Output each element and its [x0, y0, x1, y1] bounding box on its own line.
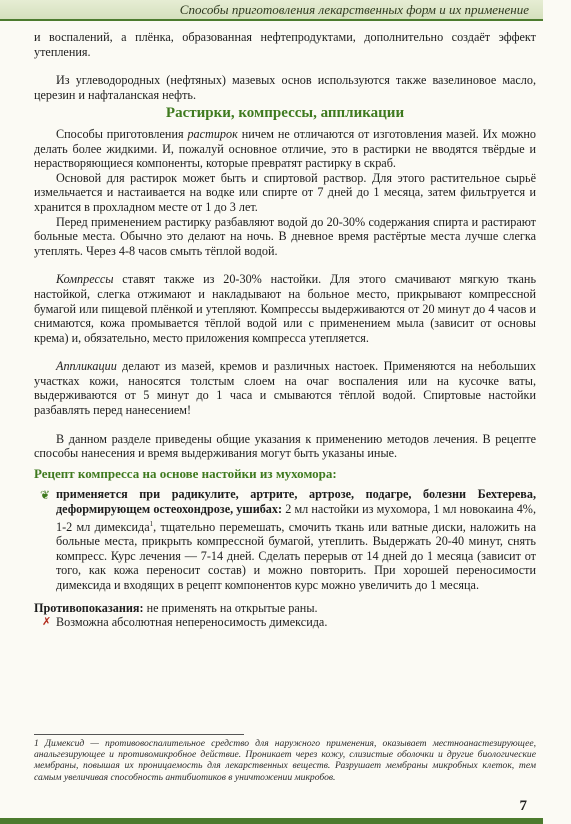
header-title: Способы приготовления лекарственных форм и их применение	[179, 2, 529, 17]
term-rastirki: растирок	[187, 126, 238, 141]
bottom-rule	[0, 818, 543, 824]
term-kompressy: Компрессы	[56, 272, 114, 287]
contraindications-label: Противопоказания:	[34, 600, 144, 615]
section-paragraph-6: В данном разделе приведены общие указания к применению методов лечения. В рецепте способы нанесения и время выдерживания могут быть указаны иные.	[34, 431, 536, 461]
contraindication-text: Возможна абсолютная непереносимость димексида.	[56, 615, 328, 630]
footnote: 1 Димексид — противовоспалительное средство для наружного применения, оказывает местноанастезирующее, анальгезирующее и противомикробное действие. Проникает через кожу, слизистые оболочки и другие биологические мембраны, повышая их проницаемость для лекарственных веществ. Разрушает мембраны микробных клеток, тем самым увеличивая способность антибиотиков в уничтожении микробов.	[34, 738, 536, 783]
contraindications-line: Противопоказания: не применять на открытые раны.	[34, 600, 318, 615]
running-header	[0, 0, 571, 22]
intro-paragraph-2: Из углеводородных (нефтяных) мазевых основ используются также вазелиновое масло, церезин и нафталанская нефть.	[34, 73, 536, 102]
footnote-divider	[34, 734, 244, 735]
cross-mark-icon: ✗	[42, 616, 52, 629]
page-content	[34, 30, 536, 630]
recipe-indications: применяется при радикулите, артрите, артрозе, подагре, болезни Бехтерева, деформирующем остеохондрозе, ушибах:	[56, 487, 536, 517]
section-paragraph-1: Способы приготовления растирок ничем не отличаются от изготовления мазей. Их можно делать более жидкими. И, пожалуй основное отличие, это в растирки не вводятся твёрдые и нерастворяющиеся компоненты, которые превратят растирку в скраб.	[34, 126, 536, 171]
intro-paragraph-1: и воспалений, а плёнка, образованная нефтепродуктами, дополнительно создаёт эффект утепления.	[34, 30, 536, 59]
contraindications	[34, 601, 536, 630]
term-applikatsii: Аппликации	[56, 359, 117, 374]
contraindication-item	[34, 615, 536, 630]
recipe-text: применяется при радикулите, артрите, артрозе, подагре, болезни Бехтерева, деформирующем остеохондрозе, ушибах: 2 мл настойки из мухомора, 1 мл новокаина 4%, 1-2 мл димексида$^1$, тщательно перемешать, смочить ткань или ватные диски, наложить на больные места, прикрыть компрессной бумагой, утеплить. Выдержать 20-40 минут, снять компресс. Курс лечения — 7-14 дней. Сделать перерыв от 14 дней до 1 месяца (зависит от того, как кожа переносит состав) и можно повторить. При хорошей переносимости димексида и входящих в рецепт компонентов курс можно увеличить до 1 месяца.	[56, 487, 536, 593]
section-paragraph-4: Компрессы ставят также из 20-30% настойки. Для этого смачивают мягкую ткань настойкой, слегка отжимают и накладывают на больное место, прикрывают компрессной бумагой или пищевой плёнкой и утепляют. Компрессы выдерживаются от 20 минут до 4 часов и снимаются, кожа промывается тёплой водой или с применением мыла (зависит от основы крема) и, обязательно, место приложения компресса утепляется.	[34, 272, 536, 345]
leaf-bullet-icon: ❦	[40, 488, 51, 503]
recipe-item	[34, 487, 536, 592]
footnote-marker: 1	[149, 519, 154, 528]
section-title: Растирки, компрессы, аппликации	[165, 105, 405, 122]
page-number: 7	[519, 798, 527, 814]
section-paragraph-5: Аппликации делают из мазей, кремов и различных настоек. Применяются на небольших участках кожи, наносятся толстым слоем на очаг воспаления или на кусочке ваты, выдерживаются от 5 минут до 1 часа и смываются тёплой водой. Спиртовые настойки разбавлять перед нанесением!	[34, 359, 536, 418]
section-paragraph-3: Перед применением растирку разбавляют водой до 20-30% содержания спирта и растирают больные места. Обычно это делают на ночь. В дневное время растёртые места лучше слегка утеплять. Через 4-8 часов смыть тёплой водой.	[34, 214, 536, 258]
recipe-title: Рецепт компресса на основе настойки из мухомора:	[34, 465, 337, 481]
section-paragraph-2: Основой для растирок может быть и спиртовой раствор. Для этого растительное сырьё измельчается и настаивается на водке или спирте от 7 дней до 1 месяца, затем фильтруется и хранится в прохладном месте от 1 до 3 лет.	[34, 170, 536, 214]
